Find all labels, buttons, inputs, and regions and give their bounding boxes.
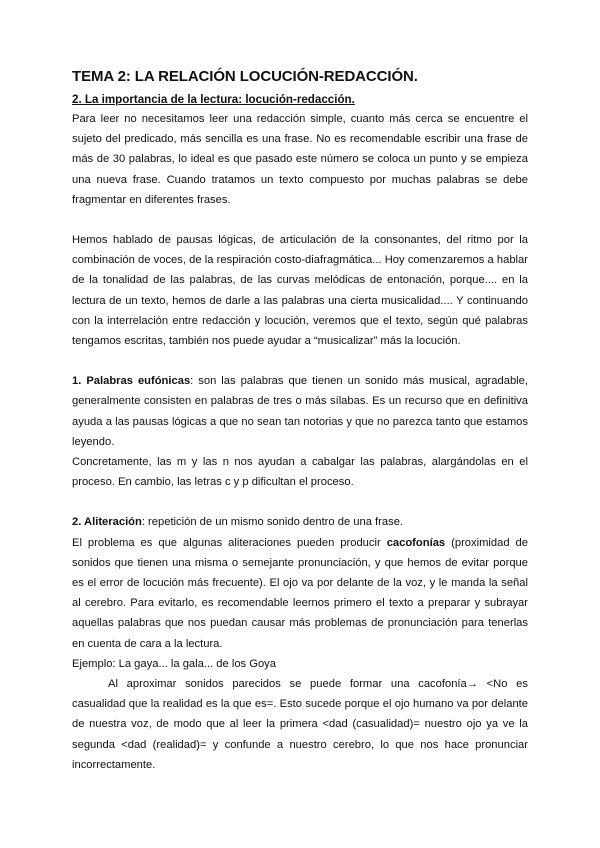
cacophony-text-b: (proximidad de sonidos que tienen una misma o semejante pronunciación, y que hemos de evitar porque es el error de locución más frecuente). El ojo va por delante de la voz, y le manda la señal al cerebro. Para evitarlo, es recomendable leernos primero el texto a preparar y subrayar aquellas palabras que nos puedan causar más problemas de pronunciación para tenerlas en cuenta de cara a la lectura.	[72, 536, 528, 650]
document-title: TEMA 2: LA RELACIÓN LOCUCIÓN-REDACCIÓN.	[72, 68, 418, 85]
definition-alliteration: : repetición de un mismo sonido dentro de una frase.	[141, 516, 404, 529]
term-euphonic: 1. Palabras eufónicas	[72, 375, 191, 388]
spacer	[72, 210, 528, 230]
spacer	[72, 492, 528, 512]
section-euphonic	[72, 371, 528, 452]
spacer	[72, 351, 528, 371]
paragraph-intro: Para leer no necesitamos leer una redacción simple, cuanto más cerca se encuentre el sujeto del predicado, más sencilla es una frase. No es recomendable escribir una frase de más de 30 palabras, lo ideal es que pasado este número se coloca un punto y se empieza una nueva frase. Cuando tratamos un texto compuesto por muchas palabras se debe fragmentar en diferentes frases.	[72, 113, 528, 206]
cacophony-text-a: El problema es que algunas aliteraciones pueden producir	[72, 536, 387, 549]
section-subtitle: 2. La importancia de la lectura: locución-redacción.	[72, 93, 355, 106]
paragraph-closing: Al aproximar sonidos parecidos se puede formar una cacofonía→ <No es casualidad que la realidad es la que es=. Esto sucede porque el ojo humano va por delante de nuestra voz, de modo que al leer la primera <dad (casualidad)= nuestro ojo ya ve la segunda <dad (realidad)= y confunde a nuestro cerebro, lo que nos hace pronunciar incorrectamente.	[72, 678, 528, 771]
definition-euphonic: : son las palabras que tienen un sonido más musical, agradable, generalmente consisten en palabras de tres o más sílabas. Es un recurso que en definitiva ayuda a las pausas lógicas a que no sean tan notorias y que no parezca tanto que estamos leyendo.	[72, 375, 528, 448]
paragraph-tonality: Hemos hablado de pausas lógicas, de articulación de la consonantes, del ritmo por la combinación de voces, de la respiración costo-diafragmática... Hoy comenzaremos a hablar de la tonalidad de las palabras, de las curvas melódicas de entonación, porque.... en la lectura de un texto, hemos de darle a las palabras una cierta musicalidad.... Y continuando con la interrelación entre redacción y locución, veremos que el texto, según qué palabras tengamos escritas, también nos puede ayudar a “musicalizar” más la locución.	[72, 234, 528, 348]
term-alliteration: 2. Aliteración	[72, 516, 142, 529]
document-page	[72, 68, 528, 775]
note-euphonic: Concretamente, las m y las n nos ayudan a cabalgar las palabras, alargándolas en el proceso. En cambio, las letras c y p dificultan el proceso.	[72, 456, 528, 489]
paragraph-cacophony	[72, 533, 528, 654]
example-line: Ejemplo: La gaya... la gala... de los Goya	[72, 657, 276, 670]
section-alliteration	[72, 512, 528, 532]
term-cacophony: cacofonías	[386, 536, 446, 549]
